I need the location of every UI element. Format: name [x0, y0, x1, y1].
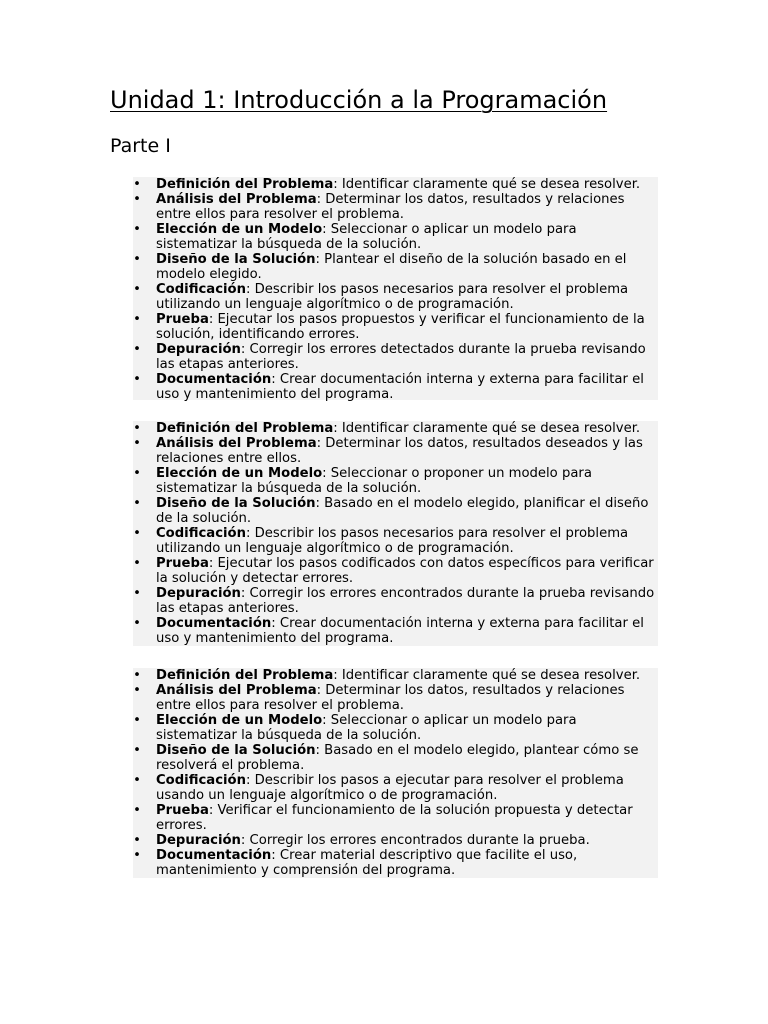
item-description: : Corregir los errores encontrados durante la prueba. — [240, 833, 590, 848]
item-description: : Crear documentación interna y externa para facilitar el uso y mantenimiento del programa. — [156, 616, 644, 646]
item-term: Depuración — [156, 586, 241, 601]
list-item — [133, 252, 658, 282]
item-term: Depuración — [156, 833, 241, 848]
item-description: : Ejecutar los pasos propuestos y verificar el funcionamiento de la solución, identificando errores. — [156, 312, 645, 342]
list-item — [133, 436, 658, 466]
bullet-icon: • — [133, 616, 141, 631]
item-term: Elección de un Modelo — [156, 713, 323, 728]
item-description: : Crear documentación interna y externa para facilitar el uso y mantenimiento del programa. — [156, 372, 644, 402]
bullet-icon: • — [133, 668, 141, 683]
list-item — [133, 616, 658, 646]
item-term: Documentación — [156, 372, 272, 387]
item-description: : Determinar los datos, resultados deseados y las relaciones entre ellos. — [156, 436, 643, 466]
list-item — [133, 803, 658, 833]
list-item — [133, 222, 658, 252]
definition-list-block — [133, 668, 658, 878]
item-description: : Identificar claramente qué se desea resolver. — [333, 668, 641, 683]
bullet-icon: • — [133, 421, 141, 436]
item-term: Codificación — [156, 282, 246, 297]
item-term: Documentación — [156, 616, 272, 631]
item-description: : Describir los pasos necesarios para resolver el problema utilizando un lenguaje algorítmico o de programación. — [156, 282, 629, 312]
bullet-icon: • — [133, 803, 141, 818]
item-term: Prueba — [156, 803, 209, 818]
item-description: : Seleccionar o aplicar un modelo para sistematizar la búsqueda de la solución. — [156, 713, 577, 743]
definition-list-block — [133, 421, 658, 646]
bullet-icon: • — [133, 496, 141, 511]
item-term: Depuración — [156, 342, 241, 357]
list-item — [133, 192, 658, 222]
item-description: : Identificar claramente qué se desea resolver. — [333, 421, 641, 436]
definition-list-block — [133, 177, 658, 400]
bullet-list — [133, 177, 658, 402]
item-term: Diseño de la Solución — [156, 743, 316, 758]
bullet-icon: • — [133, 282, 141, 297]
item-description: : Plantear el diseño de la solución basado en el modelo elegido. — [156, 252, 627, 282]
list-item — [133, 177, 658, 192]
list-item — [133, 683, 658, 713]
list-item — [133, 496, 658, 526]
item-description: : Corregir los errores detectados durante la prueba revisando las etapas anteriores. — [156, 342, 646, 372]
bullet-icon: • — [133, 192, 141, 207]
bullet-icon: • — [133, 342, 141, 357]
item-description: : Ejecutar los pasos codificados con datos específicos para verificar la solución y detectar errores. — [156, 556, 654, 586]
item-term: Codificación — [156, 526, 246, 541]
item-term: Definición del Problema — [156, 421, 334, 436]
bullet-icon: • — [133, 743, 141, 758]
bullet-icon: • — [133, 222, 141, 237]
list-item — [133, 372, 658, 402]
item-description: : Verificar el funcionamiento de la solución propuesta y detectar errores. — [156, 803, 633, 833]
bullet-icon: • — [133, 713, 141, 728]
section-heading: Parte I — [110, 135, 171, 157]
item-description: : Determinar los datos, resultados y relaciones entre ellos para resolver el problema. — [156, 192, 625, 222]
item-term: Definición del Problema — [156, 668, 334, 683]
item-term: Análisis del Problema — [156, 192, 317, 207]
list-item — [133, 556, 658, 586]
item-term: Análisis del Problema — [156, 683, 317, 698]
bullet-icon: • — [133, 312, 141, 327]
item-description: : Seleccionar o proponer un modelo para sistematizar la búsqueda de la solución. — [156, 466, 592, 496]
item-term: Elección de un Modelo — [156, 466, 323, 481]
bullet-icon: • — [133, 848, 141, 863]
item-description: : Basado en el modelo elegido, plantear cómo se resolverá el problema. — [156, 743, 639, 773]
item-term: Definición del Problema — [156, 177, 334, 192]
list-item — [133, 466, 658, 496]
bullet-icon: • — [133, 833, 141, 848]
item-term: Documentación — [156, 848, 272, 863]
item-description: : Seleccionar o aplicar un modelo para sistematizar la búsqueda de la solución. — [156, 222, 577, 252]
item-description: : Basado en el modelo elegido, planificar el diseño de la solución. — [156, 496, 649, 526]
bullet-icon: • — [133, 526, 141, 541]
bullet-icon: • — [133, 177, 141, 192]
page-title: Unidad 1: Introducción a la Programación — [110, 86, 608, 114]
item-description: : Describir los pasos necesarios para resolver el problema utilizando un lenguaje algorítmico o de programación. — [156, 526, 629, 556]
bullet-icon: • — [133, 586, 141, 601]
bullet-icon: • — [133, 436, 141, 451]
list-item — [133, 848, 658, 878]
bullet-icon: • — [133, 372, 141, 387]
item-term: Prueba — [156, 556, 209, 571]
item-term: Análisis del Problema — [156, 436, 317, 451]
item-term: Codificación — [156, 773, 246, 788]
list-item — [133, 743, 658, 773]
list-item — [133, 586, 658, 616]
list-item — [133, 713, 658, 743]
list-item — [133, 833, 658, 848]
list-item — [133, 668, 658, 683]
item-term: Diseño de la Solución — [156, 252, 316, 267]
list-item — [133, 421, 658, 436]
item-description: : Crear material descriptivo que facilite el uso, mantenimiento y comprensión del programa. — [156, 848, 578, 878]
bullet-icon: • — [133, 252, 141, 267]
bullet-icon: • — [133, 683, 141, 698]
list-item — [133, 312, 658, 342]
bullet-icon: • — [133, 466, 141, 481]
item-term: Diseño de la Solución — [156, 496, 316, 511]
item-term: Elección de un Modelo — [156, 222, 323, 237]
list-item — [133, 342, 658, 372]
bullet-icon: • — [133, 773, 141, 788]
bullet-icon: • — [133, 556, 141, 571]
item-description: : Identificar claramente qué se desea resolver. — [333, 177, 641, 192]
item-description: : Corregir los errores encontrados durante la prueba revisando las etapas anteriores. — [156, 586, 655, 616]
item-description: : Describir los pasos a ejecutar para resolver el problema usando un lenguaje algorítmico o de programación. — [156, 773, 624, 803]
item-term: Prueba — [156, 312, 209, 327]
list-item — [133, 773, 658, 803]
bullet-list — [133, 668, 658, 878]
list-item — [133, 526, 658, 556]
item-description: : Determinar los datos, resultados y relaciones entre ellos para resolver el problema. — [156, 683, 625, 713]
list-item — [133, 282, 658, 312]
bullet-list — [133, 421, 658, 646]
